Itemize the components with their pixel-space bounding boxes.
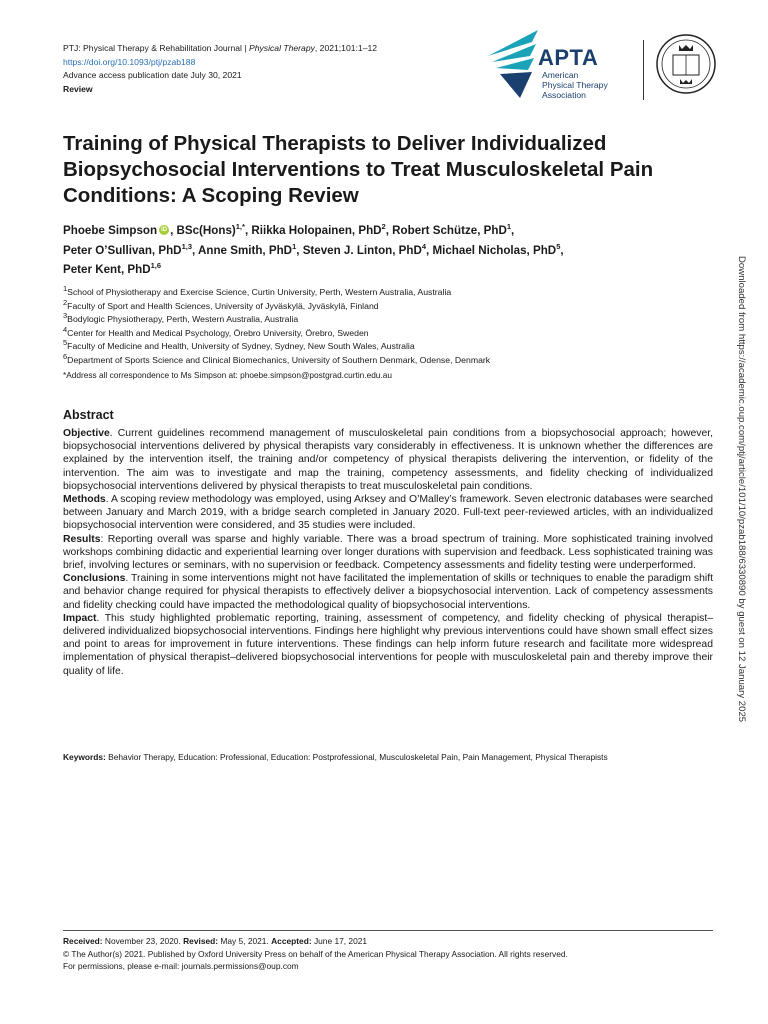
keywords: Keywords: Behavior Therapy, Education: Professional, Education: Postprofessional, Musculoskeletal Pain, Pain Management, Physical Therapists xyxy=(63,752,608,762)
apta-wing-icon xyxy=(486,28,546,102)
author-name: Steven J. Linton, PhD xyxy=(302,243,422,257)
abstract-conclusions: Conclusions. Training in some interventions might not have facilitated the implementation of skills or techniques to enable the paradigm shift and behavior change required for physical therapists to effectively deliver a biopsychosocial intervention. Lack of competency assessments and fidelity checking could have impacted the methodological quality of biopsychosocial interventions. xyxy=(63,573,713,611)
apta-wordmark: APTA xyxy=(538,45,599,70)
author-name: Robert Schütze, PhD xyxy=(392,224,507,237)
affiliation-item: $^4$Center for Health and Medical Psychology, Örebro University, Örebro, Sweden xyxy=(63,324,369,338)
permissions-notice: For permissions, please e-mail: journals.permissions@oup.com xyxy=(63,961,299,971)
download-watermark: Downloaded from https://academic.oup.com/ptj/article/101/10/pzab188/6330890 by guest on 12 January 2025 xyxy=(736,256,747,723)
logo-divider xyxy=(643,40,644,100)
abstract-body xyxy=(63,427,713,678)
apta-full-name: American Physical Therapy Association xyxy=(542,70,608,100)
article-footer xyxy=(63,935,568,973)
affiliation-item: $^1$School of Physiotherapy and Exercise Science, Curtin University, Perth, Western Australia, Australia xyxy=(63,284,452,297)
journal-citation: PTJ: Physical Therapy & Rehabilitation Journal | Physical Therapy, 2021;101:1–12 xyxy=(63,43,378,53)
author-name: Peter O’Sullivan, PhD xyxy=(63,243,182,257)
article-dates: Received: November 23, 2020. Revised: May 5, 2021. Accepted: June 17, 2021 xyxy=(63,936,368,946)
correspondence-note: *Address all correspondence to Ms Simpson at: phoebe.simpson@postgrad.curtin.edu.au xyxy=(63,370,392,380)
abstract-results: Results: Reporting overall was sparse and highly variable. There was a broad spectrum of training. More sophisticated training involved workshops combining didactic and experiential learning over longer durations with supervision and feedback. Less sophisticated training was brief, involving lectures or seminars, with no supervision or feedback. Competency assessments and fidelity testing were underperformed. xyxy=(63,533,713,572)
apta-logo xyxy=(486,28,646,102)
abstract-objective: Objective. Current guidelines recommend management of musculoskeletal pain conditions from a biopsychosocial approach; however, biopsychosocial interventions delivered by physical therapists vary considerably in effectiveness. It is unknown whether the differences are explained by the intervention itself, the training and/or competency of physical therapists delivering the intervention, or fidelity of the intervention. The aim was to investigate and map the training, competency assessments, and fidelity checking of individualized biopsychosocial interventions delivered by physical therapists to treat musculoskeletal pain conditions. xyxy=(63,428,713,492)
author-name: Phoebe Simpson xyxy=(63,224,158,237)
author-list: Phoebe Simpson iD , BSc(Hons)$^{1,*}$, Riikka Holopainen, PhD$^2$, Robert Schütze, PhD$^1$, Peter O’Sullivan, PhD$^{1,3}$, Anne Smith, PhD$^1$, Steven J. Linton, PhD$^4$, Michael Nicholas, PhD$^5$, Peter Kent, PhD$^{1,6}$ xyxy=(63,222,564,276)
abstract-methods: Methods. A scoping review methodology was employed, using Arksey and O’Malley’s framework. Seven electronic databases were searched between January and March 2019, with a bridge search completed in January 2020. Full-text peer-reviewed articles, with an individualized biopsychosocial intervention were considered, and 35 studies were included. xyxy=(63,494,713,532)
author-name: Peter Kent, PhD xyxy=(63,263,151,276)
oup-seal-icon xyxy=(655,33,717,95)
orcid-icon[interactable]: iD xyxy=(161,226,168,233)
journal-header xyxy=(63,42,377,96)
author-name: Anne Smith, PhD xyxy=(198,243,293,257)
article-type: Review xyxy=(63,83,93,94)
footer-divider xyxy=(63,930,713,931)
doi-link[interactable]: https://doi.org/10.1093/ptj/pzab188 xyxy=(63,56,196,67)
affiliation-item: $^5$Faculty of Medicine and Health, University of Sydney, Sydney, New South Wales, Australia xyxy=(63,338,415,351)
author-name: Michael Nicholas, PhD xyxy=(432,243,557,257)
abstract-heading: Abstract xyxy=(63,408,114,422)
abstract-impact: Impact. This study highlighted problematic reporting, training, assessment of competency, and fidelity checking of physical therapist–delivered individualized biopsychosocial interventions. Findings here highlight why previous interventions could have shown small effect sizes and point to areas for improvement in future interventions. These findings can help inform future research and facilitate more widespread implementation of physical therapist–delivered biopsychosocial interventions for people with musculoskeletal pain and thereby improve their quality of life. xyxy=(63,612,713,677)
copyright-notice: © The Author(s) 2021. Published by Oxford University Press on behalf of the American Physical Therapy Association. All rights reserved. xyxy=(63,948,568,959)
affiliation-list xyxy=(63,286,490,367)
author-name: Riikka Holopainen, PhD xyxy=(251,224,382,237)
affiliation-item: $^3$Bodylogic Physiotherapy, Perth, Western Australia, Australia xyxy=(63,311,299,324)
affiliation-item: $^2$Faculty of Sport and Health Sciences, University of Jyväskylä, Jyväskylä, Finland xyxy=(63,297,379,311)
affiliation-item: $^6$Department of Sports Science and Clinical Biomechanics, University of Southern Denmark, Odense, Denmark xyxy=(63,351,491,365)
article-title: Training of Physical Therapists to Deliver Individualized Biopsychosocial Interventions to Treat Musculoskeletal Pain Conditions: A Scoping Review xyxy=(63,132,654,207)
advance-access-date: Advance access publication date July 30, 2021 xyxy=(63,70,242,80)
